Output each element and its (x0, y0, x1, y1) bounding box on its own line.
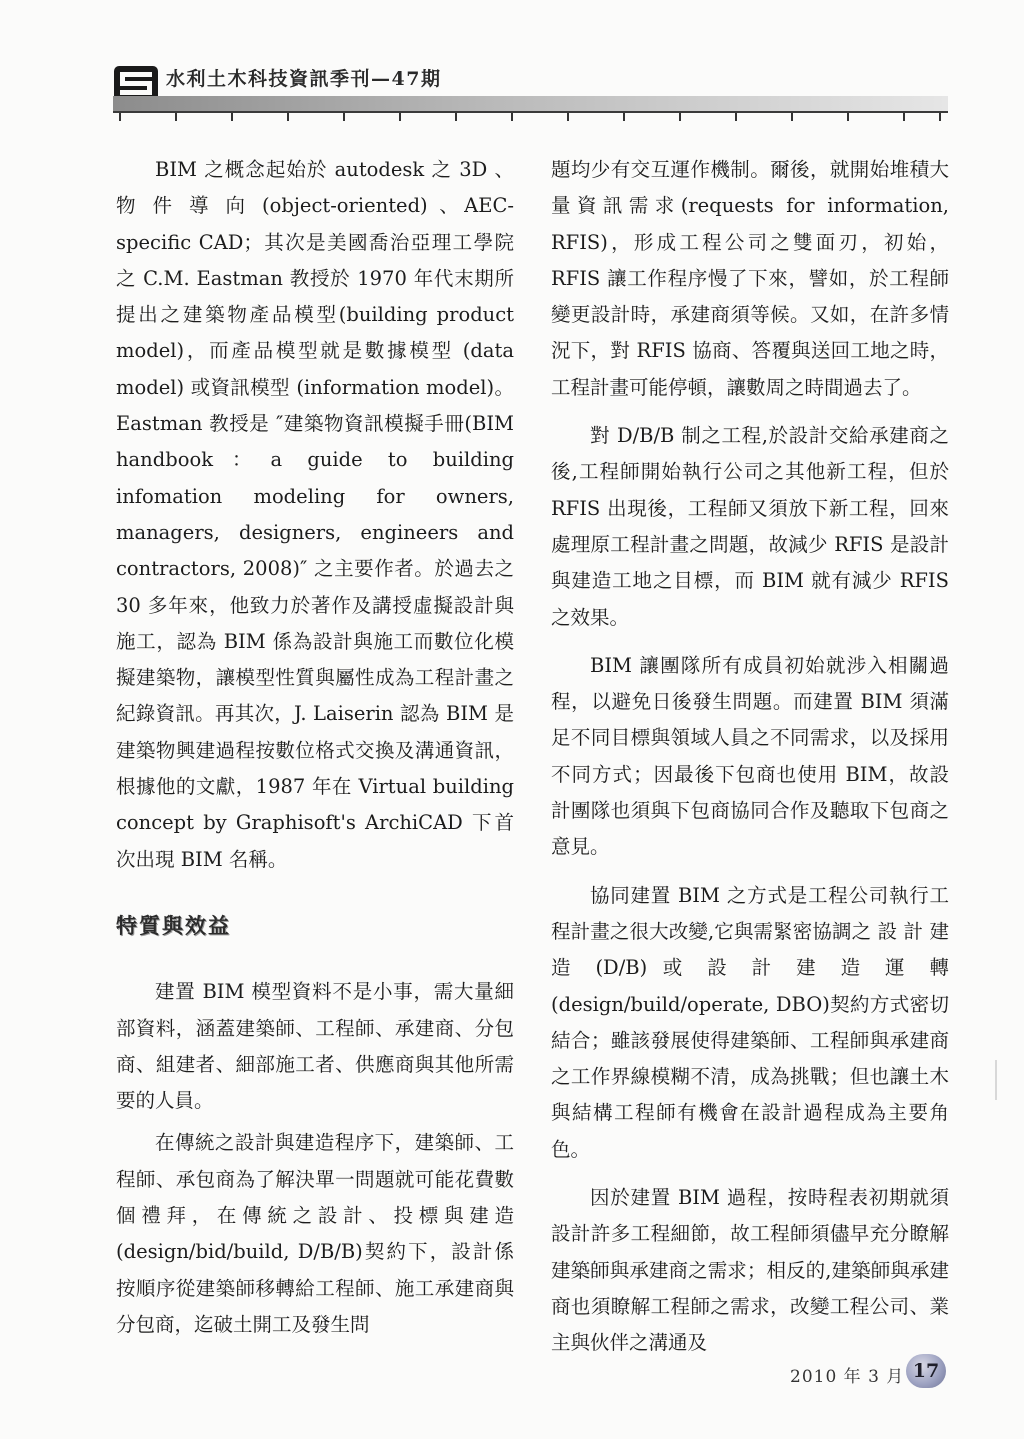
paragraph: BIM 讓團隊所有成員初始就涉入相關過程，以避免日後發生問題。而建置 BIM 須滿足不同目標與領域人員之不同需求，以及採用不同方式；因最後下包商也使用 BIM，故設計團隊也須與下包商協同合作及聽取下包商之意見。 (551, 653, 949, 859)
paragraph: 在傳統之設計與建造程序下，建築師、工程師、承包商為了解決單一問題就可能花費數個禮拜，在傳統之設計、投標與建造(design/bid/build, D/B/B)契約下，設計係按順序從建築師移轉給工程師、施工承建商與分包商，迄破土開工及發生問 (116, 1131, 514, 1336)
paragraph: 因於建置 BIM 過程，按時程表初期就須設計許多工程細節，故工程師須儘早充分瞭解建築師與承建商之需求；相反的,建築師與承建商也須瞭解工程師之需求，改變工程公司、業主與伙伴之溝通及 (551, 1186, 949, 1355)
page-number: 17 (906, 1354, 946, 1388)
paragraph: BIM 之概念起始於 autodesk 之 3D 、 物 件 導 向 (object-oriented) 、AEC-specific CAD；其次是美國喬治亞理工學院之 C.M. Eastman 教授於 1970 年代末期所提出之建築物產品模型(building product model)，而產品模型就是數據模型 (data model) 或資訊模型 (information model)。Eastman 教授是 ″建築物資訊模擬手冊(BIM handbook：a guide to building infomation modeling for owners, managers, designers, engineers and contractors, 2008)″ 之主要作者。於過去之 30 多年來，他致力於著作及講授虛擬設計與施工，認為 BIM 係為設計與施工而數位化模擬建築物，讓模型性質與屬性成為工程計畫之紀錄資訊。再其次，J. Laiserin 認為 BIM 是建築物興建過程按數位格式交換及溝通資訊，根據他的文獻，1987 年在 Virtual building concept by Graphisoft's ArchiCAD 下首次出現 BIM 名稱。 (116, 158, 514, 871)
margin-mark (995, 1060, 997, 1100)
paragraph: 建置 BIM 模型資料不是小事，需大量細部資料，涵蓋建築師、工程師、承建商、分包商、組建者、細部施工者、供應商與其他所需要的人員。 (116, 980, 514, 1113)
page-header (0, 0, 1024, 130)
paragraph: 協同建置 BIM 之方式是工程公司執行工程計畫之很大改變,它與需緊密協調之 設 計 建 造 (D/B) 或 設 計 建 造 運 轉 (design/build/operate, DBO)契約方式密切結合；雖該發展使得建築師、工程師與承建商之工作界線模糊不清，成為挑戰；但也讓土木與結構工程師有機會在設計過程成為主要角色。 (551, 883, 949, 1161)
left-column (116, 152, 514, 1343)
header-ticks (113, 113, 948, 123)
paragraph: 對 D/B/B 制之工程,於設計交給承建商之後,工程師開始執行公司之其他新工程，但於 RFIS 出現後，工程師又須放下新工程，回來處理原工程計畫之問題，故減少 RFIS 是設計與建造工地之目標，而 BIM 就有減少 RFIS 之效果。 (551, 424, 949, 629)
issue-date: 2010 年 3 月 (790, 1367, 905, 1387)
right-column (551, 152, 949, 1374)
paragraph: 題均少有交互運作機制。爾後，就開始堆積大量資訊需求(requests for information, RFIS)，形成工程公司之雙面刃，初始，RFIS 讓工作程序慢了下來，譬如，於工程師變更設計時，承建商須等候。又如，在許多情況下，對 RFIS 協商、答覆與送回工地之時，工程計畫可能停頓，讓數周之時間過去了。 (551, 158, 949, 399)
section-heading: 特質與效益 (116, 913, 231, 938)
header-band (113, 96, 948, 112)
journal-title: 水利土木科技資訊季刊—47期 (166, 68, 442, 90)
